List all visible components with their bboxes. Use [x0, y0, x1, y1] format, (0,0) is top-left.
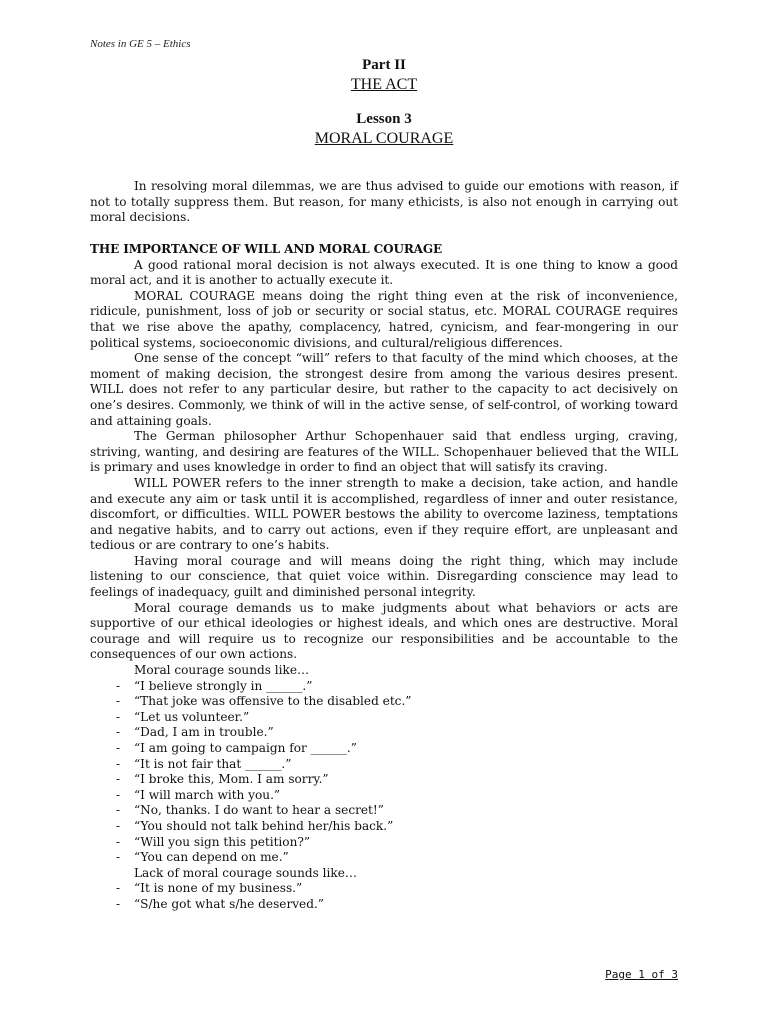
list-item-text: “I am going to campaign for ______.” [134, 741, 357, 755]
list-item-text: “No, thanks. I do want to hear a secret!” [134, 803, 384, 818]
paragraph: The German philosopher Arthur Schopenhauer said that endless urging, craving, striving, wanting, and desiring are features of the WILL. Schopenhauer believed that the WILL is primary and uses knowledge in order to find an object that will satisfy its craving. [90, 429, 678, 475]
list-item-text: “Dad, I am in trouble.” [134, 725, 274, 740]
list-item-text: “I believe strongly in ______.” [134, 678, 313, 693]
list-item [90, 694, 678, 710]
paragraph: MORAL COURAGE means doing the right thing even at the risk of inconvenience, ridicule, punishment, loss of job or security or social status, etc. MORAL COURAGE requires that we rise above the apathy, complacency, hatred, cynicism, and fear-mongering in our political systems, socioeconomic divisions, and cultural/religious differences. [90, 288, 678, 350]
list-item-text: “I will march with you.” [134, 787, 281, 802]
dash-bullet: - [116, 756, 121, 771]
header-note: Notes in GE 5 – Ethics [90, 38, 191, 50]
lesson-topic: MORAL COURAGE [314, 130, 454, 147]
paragraph: WILL POWER refers to the inner strength to make a decision, take action, and handle and execute any aim or task until it is accomplished, regardless of inner and outer resistance, discomfort, or difficulties. WILL POWER bestows the ability to overcome laziness, temptations and negative habits, and to carry out actions, even if they require effort, are unpleasant and tedious or are contrary to one’s habits. [90, 475, 678, 553]
list-item [90, 819, 678, 835]
list-item-text: “It is not fair that ______.” [134, 756, 292, 771]
list-item-text: “S/he got what s/he deserved.” [134, 896, 324, 911]
courage-list [90, 679, 678, 866]
list-item [90, 679, 678, 695]
dash-bullet: - [116, 834, 121, 849]
lack-list [90, 881, 678, 912]
list-item [90, 850, 678, 866]
dash-bullet: - [116, 850, 121, 865]
part-title: Part II [362, 57, 406, 73]
paragraph: Moral courage demands us to make judgments about what behaviors or acts are supportive of our ethical ideologies or highest ideals, and which ones are destructive. Moral courage and will require us to recognize our responsibilities and be accountable to the consequences of our own actions. [90, 600, 678, 662]
dash-bullet: - [116, 725, 121, 740]
act-title: THE ACT [350, 76, 418, 93]
list-item [90, 803, 678, 819]
dash-bullet: - [116, 818, 121, 833]
list-item-text: “You can depend on me.” [134, 850, 289, 865]
section-heading: THE IMPORTANCE OF WILL AND MORAL COURAGE [90, 242, 443, 256]
list-item [90, 772, 678, 788]
intro-paragraph: In resolving moral dilemmas, we are thus advised to guide our emotions with reason, if not to totally suppress them. But reason, for many ethicists, is also not enough in carrying out moral decisions. [90, 179, 678, 225]
list-item-text: “That joke was offensive to the disabled etc.” [134, 694, 412, 709]
lack-list-intro: Lack of moral courage sounds like… [134, 865, 357, 880]
page-number: Page 1 of 3 [605, 968, 678, 981]
dash-bullet: - [116, 694, 121, 709]
list-item [90, 881, 678, 897]
dash-bullet: - [116, 881, 121, 896]
paragraph: A good rational moral decision is not always executed. It is one thing to know a good moral act, and it is another to actually execute it. [90, 257, 678, 288]
list-item [90, 897, 678, 913]
main-section [90, 242, 678, 913]
dash-bullet: - [116, 803, 121, 818]
list-item [90, 725, 678, 741]
list-item [90, 710, 678, 726]
list-item [90, 757, 678, 773]
list-item [90, 788, 678, 804]
lesson-title: Lesson 3 [356, 111, 412, 127]
dash-bullet: - [116, 772, 121, 787]
dash-bullet: - [116, 709, 121, 724]
list-item-text: “Let us volunteer.” [134, 709, 250, 724]
paragraph: Having moral courage and will means doing the right thing, which may include listening to our conscience, that quiet voice within. Disregarding conscience may lead to feelings of inadequacy, guilt and diminished personal integrity. [90, 553, 678, 600]
paragraph: One sense of the concept “will” refers to that faculty of the mind which chooses, at the moment of making decision, the strongest desire from among the various desires present. WILL does not refer to any particular desire, but rather to the capacity to act decisively on one’s desires. Commonly, we think of will in the active sense, of self-control, of working toward and attaining goals. [90, 351, 678, 428]
list-item-text: “Will you sign this petition?” [134, 834, 311, 849]
list-item [90, 835, 678, 851]
list-item-text: “It is none of my business.” [134, 881, 303, 896]
title-block [0, 56, 768, 149]
dash-bullet: - [116, 896, 121, 911]
list-item-text: “I broke this, Mom. I am sorry.” [134, 772, 329, 787]
list-item-text: “You should not talk behind her/his back.” [134, 818, 394, 833]
courage-list-intro: Moral courage sounds like… [134, 663, 310, 678]
dash-bullet: - [116, 741, 121, 755]
dash-bullet: - [116, 678, 121, 693]
dash-bullet: - [116, 787, 121, 802]
intro-block [90, 179, 678, 226]
list-item [90, 741, 678, 757]
